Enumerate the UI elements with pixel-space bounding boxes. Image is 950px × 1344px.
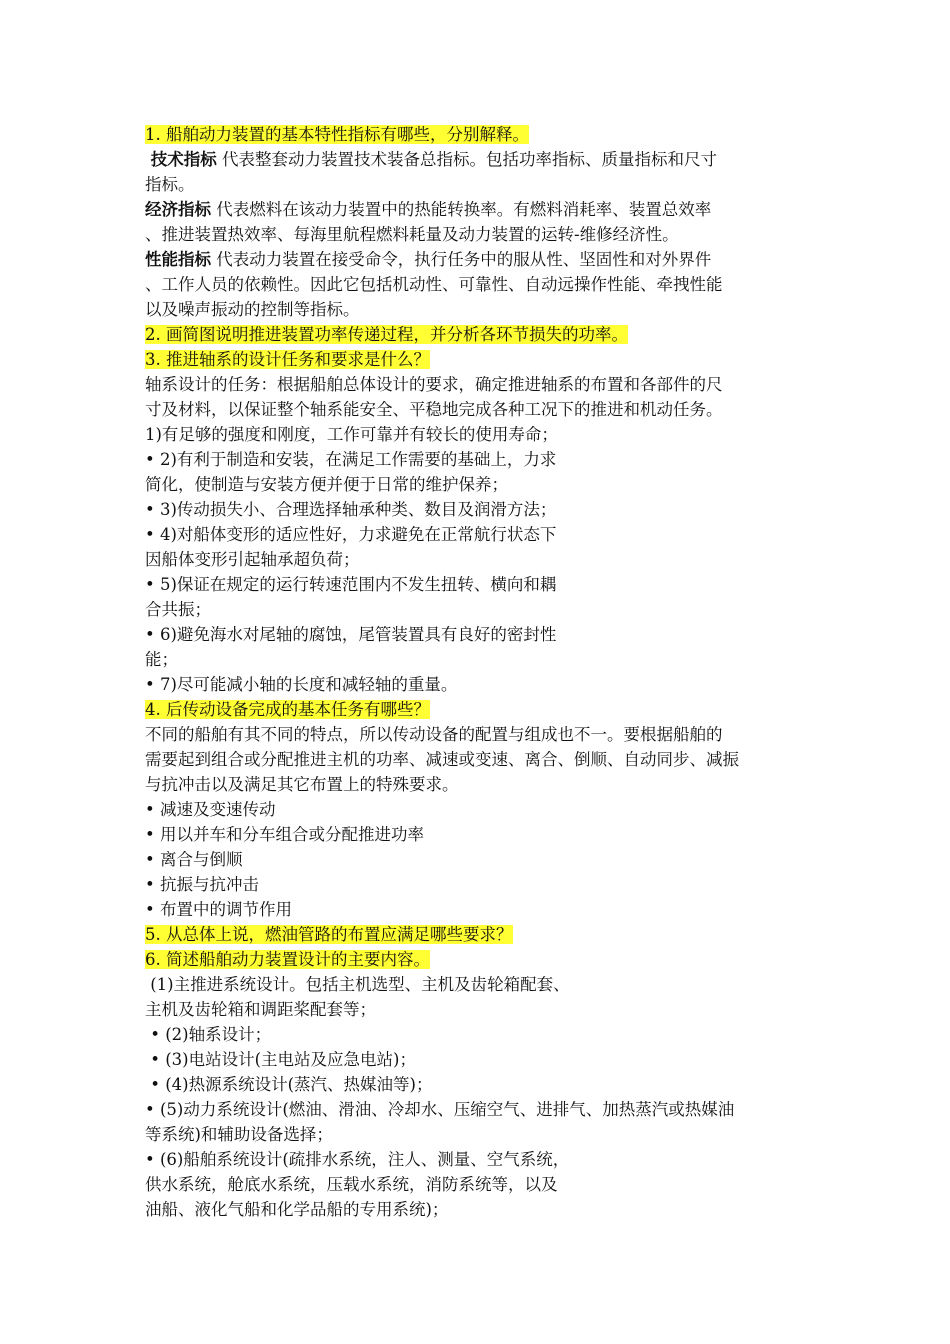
body-text-line xyxy=(145,647,810,672)
body-text: • (4)热源系统设计(蒸汽、热媒油等)； xyxy=(145,1075,433,1094)
body-text: 合共振； xyxy=(145,600,211,619)
body-text-line xyxy=(145,747,810,772)
body-text-line xyxy=(145,847,810,872)
body-text-line xyxy=(145,797,810,822)
highlighted-question: 4. 后传动设备完成的基本任务有哪些？ xyxy=(145,700,430,719)
body-text: • (5)动力系统设计(燃油、滑油、冷却水、压缩空气、进排气、加热蒸汽或热媒油 xyxy=(145,1100,735,1119)
body-text-line xyxy=(145,472,810,497)
term-label: 技术指标 xyxy=(145,150,217,169)
body-text-line xyxy=(145,547,810,572)
body-text: 因船体变形引起轴承超负荷； xyxy=(145,550,360,569)
body-text-line xyxy=(145,997,810,1022)
body-text-line xyxy=(145,672,810,697)
body-text-line xyxy=(145,272,810,297)
body-text: 1)有足够的强度和刚度，工作可靠并有较长的使用寿命； xyxy=(145,425,558,444)
body-text: • 离合与倒顺 xyxy=(145,850,243,869)
body-text-line xyxy=(145,972,810,997)
body-text: 指标。 xyxy=(145,175,195,194)
term-definition-line xyxy=(145,197,810,222)
body-text-line xyxy=(145,1047,810,1072)
body-text: 能； xyxy=(145,650,178,669)
body-text-line xyxy=(145,572,810,597)
body-text: 供水系统，舱底水系统，压载水系统，消防系统等，以及 xyxy=(145,1175,558,1194)
body-text: 主机及齿轮箱和调距桨配套等； xyxy=(145,1000,376,1019)
body-text-line xyxy=(145,597,810,622)
question-heading xyxy=(145,122,810,147)
body-text-line xyxy=(145,497,810,522)
body-text: • 5)保证在规定的运行转速范围内不发生扭转、横向和耦 xyxy=(145,575,557,594)
term-definition-line xyxy=(145,247,810,272)
body-text: • 布置中的调节作用 xyxy=(145,900,292,919)
term-label: 经济指标 xyxy=(145,200,211,219)
body-text: • 6)避免海水对尾轴的腐蚀，尾管装置具有良好的密封性 xyxy=(145,625,557,644)
body-text-line xyxy=(145,1147,810,1172)
body-text: • 2)有利于制造和安装，在满足工作需要的基础上，力求 xyxy=(145,450,557,469)
body-text-line xyxy=(145,1172,810,1197)
body-text: • 7)尽可能减小轴的长度和减轻轴的重量。 xyxy=(145,675,458,694)
question-heading xyxy=(145,347,810,372)
highlighted-question: 1. 船舶动力装置的基本特性指标有哪些，分别解释。 xyxy=(145,125,529,144)
question-heading xyxy=(145,922,810,947)
body-text-line xyxy=(145,172,810,197)
body-text-line xyxy=(145,1072,810,1097)
body-text-line xyxy=(145,1122,810,1147)
term-description: 代表燃料在该动力装置中的热能转换率。有燃料消耗率、装置总效率 xyxy=(211,200,712,219)
highlighted-question: 3. 推进轴系的设计任务和要求是什么？ xyxy=(145,350,430,369)
body-text: • (6)船舶系统设计(疏排水系统，注人、测量、空气系统， xyxy=(145,1150,570,1169)
question-heading xyxy=(145,947,810,972)
body-text-line xyxy=(145,1197,810,1222)
highlighted-question: 2. 画简图说明推进装置功率传递过程，并分析各环节损失的功率。 xyxy=(145,325,628,344)
body-text: 不同的船舶有其不同的特点，所以传动设备的配置与组成也不一。要根据船舶的 xyxy=(145,725,723,744)
question-heading xyxy=(145,322,810,347)
body-text-line xyxy=(145,297,810,322)
body-text: 、推进装置热效率、每海里航程燃料耗量及动力装置的运转-维修经济性。 xyxy=(145,225,679,244)
term-description: 代表整套动力装置技术装备总指标。包括功率指标、质量指标和尺寸 xyxy=(216,150,717,169)
body-text-line xyxy=(145,872,810,897)
body-text: 简化，使制造与安装方便并便于日常的维护保养； xyxy=(145,475,508,494)
body-text-line xyxy=(145,1097,810,1122)
body-text-line xyxy=(145,722,810,747)
body-text-line xyxy=(145,372,810,397)
body-text: • 减速及变速传动 xyxy=(145,800,276,819)
body-text: 油船、液化气船和化学品船的专用系统)； xyxy=(145,1200,449,1219)
question-heading xyxy=(145,697,810,722)
body-text: • (2)轴系设计； xyxy=(145,1025,272,1044)
body-text-line xyxy=(145,397,810,422)
body-text-line xyxy=(145,772,810,797)
body-text: (1)主推进系统设计。包括主机选型、主机及齿轮箱配套、 xyxy=(145,975,570,994)
body-text: 寸及材料，以保证整个轴系能安全、平稳地完成各种工况下的推进和机动任务。 xyxy=(145,400,723,419)
highlighted-question: 5. 从总体上说，燃油管路的布置应满足哪些要求？ xyxy=(145,925,513,944)
body-text: 需要起到组合或分配推进主机的功率、减速或变速、离合、倒顺、自动同步、减振 xyxy=(145,750,739,769)
body-text-line xyxy=(145,522,810,547)
body-text-line xyxy=(145,447,810,472)
term-definition-line xyxy=(145,147,810,172)
term-description: 代表动力装置在接受命令，执行任务中的服从性、坚固性和对外界件 xyxy=(211,250,712,269)
body-text-line xyxy=(145,222,810,247)
body-text: • 3)传动损失小、合理选择轴承种类、数目及润滑方法； xyxy=(145,500,557,519)
body-text: 轴系设计的任务：根据船舶总体设计的要求，确定推进轴系的布置和各部件的尺 xyxy=(145,375,723,394)
body-text: 与抗冲击以及满足其它布置上的特殊要求。 xyxy=(145,775,459,794)
body-text: 、工作人员的依赖性。因此它包括机动性、可靠性、自动远操作性能、牵拽性能 xyxy=(145,275,723,294)
body-text: 等系统)和辅助设备选择； xyxy=(145,1125,333,1144)
body-text-line xyxy=(145,622,810,647)
body-text-line xyxy=(145,1022,810,1047)
body-text: • 用以并车和分车组合或分配推进功率 xyxy=(145,825,424,844)
body-text-line xyxy=(145,422,810,447)
term-label: 性能指标 xyxy=(145,250,211,269)
body-text-line xyxy=(145,897,810,922)
document-body xyxy=(145,122,810,1222)
body-text: • 4)对船体变形的适应性好，力求避免在正常航行状态下 xyxy=(145,525,557,544)
body-text: • 抗振与抗冲击 xyxy=(145,875,259,894)
body-text: 以及噪声振动的控制等指标。 xyxy=(145,300,360,319)
highlighted-question: 6. 简述船舶动力装置设计的主要内容。 xyxy=(145,950,430,969)
body-text: • (3)电站设计(主电站及应急电站)； xyxy=(145,1050,416,1069)
body-text-line xyxy=(145,822,810,847)
